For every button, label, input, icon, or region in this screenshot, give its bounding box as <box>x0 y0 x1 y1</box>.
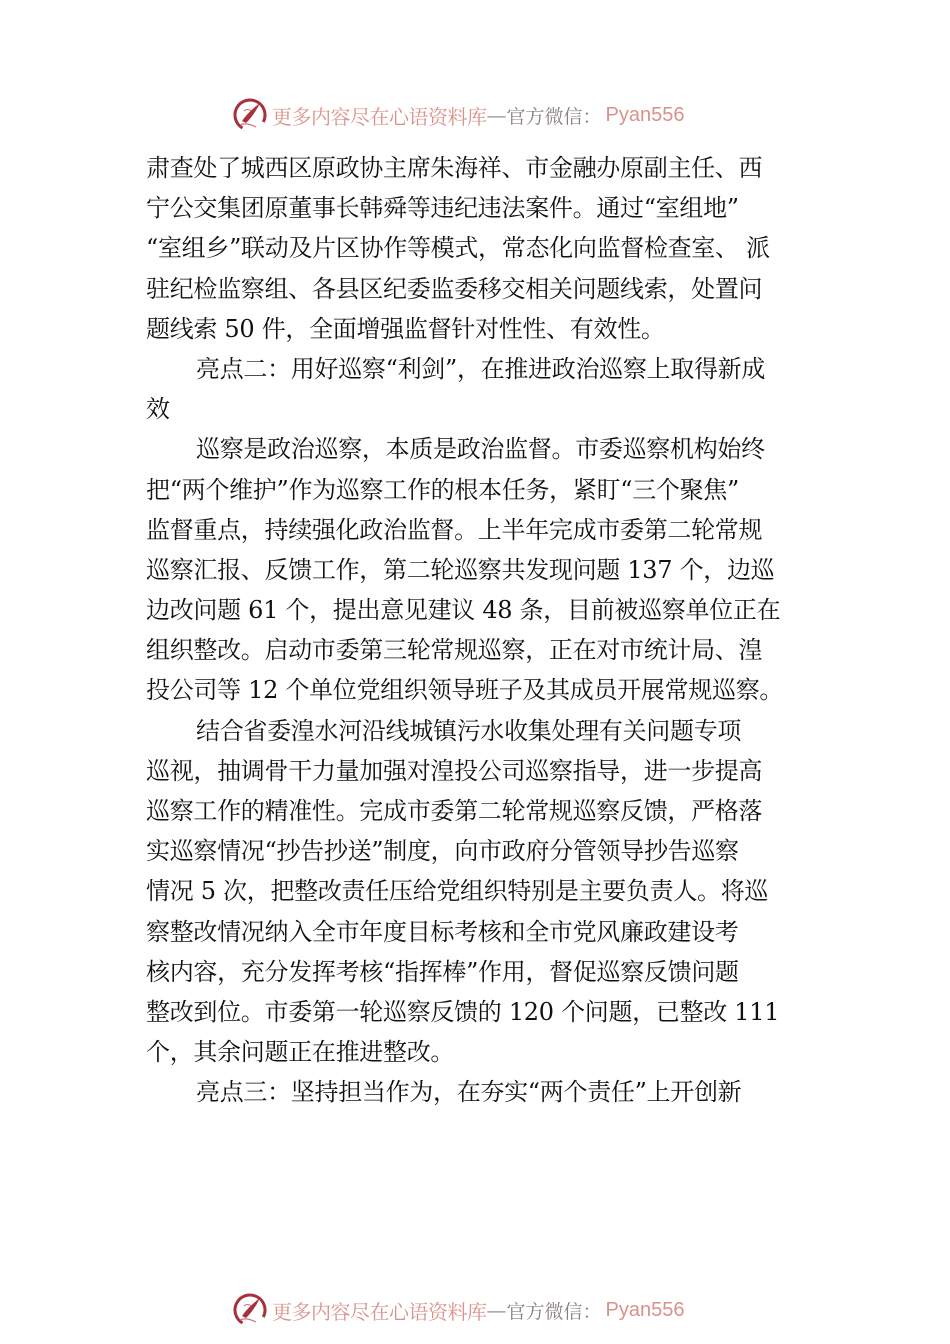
text-line: 核内容，充分发挥考核“指挥棒”作用，督促巡察反馈问题 <box>146 957 739 986</box>
footer-watermark-banner <box>232 1290 732 1330</box>
watermark-site-text: 更多内容尽在心语资料库 <box>272 1299 487 1324</box>
text-line: 实巡察情况“抄告抄送”制度，向市政府分管领导抄告巡察 <box>146 837 739 866</box>
text-line: 巡视，抽调骨干力量加强对湟投公司巡察指导，进一步提高 <box>146 756 763 785</box>
text-line: 题线索 50 件，全面增强监督针对性性、有效性。 <box>146 314 665 343</box>
text-line: 巡察汇报、反馈工作，第二轮巡察共发现问题 137 个，边巡 <box>146 555 775 584</box>
text-line: 亮点二：用好巡察“利剑”，在推进政治巡察上取得新成 <box>196 354 766 383</box>
text-line: 把“两个维护”作为巡察工作的根本任务，紧盯“三个聚焦” <box>146 475 739 504</box>
watermark-wechat-id: Pyan556 <box>605 103 685 126</box>
quill-pen-logo-icon <box>232 97 268 133</box>
text-line: 巡察工作的精准性。完成市委第二轮常规巡察反馈，严格落 <box>146 797 763 825</box>
text-line: 肃查处了城西区原政协主席朱海祥、市金融办原副主任、西 <box>146 154 763 182</box>
text-line: 情况 5 次，把整改责任压给党组织特别是主要负责人。将巡 <box>146 877 769 906</box>
watermark-wechat-label: 官方微信： <box>506 105 602 128</box>
text-line: 效 <box>146 395 170 424</box>
watermark-dash: — <box>486 103 507 127</box>
text-line: 巡察是政治巡察，本质是政治监督。市委巡察机构始终 <box>196 435 765 464</box>
document-body <box>146 148 822 1113</box>
watermark-wechat-label: 官方微信： <box>506 1300 602 1323</box>
text-line: 结合省委湟水河沿线城镇污水收集处理有关问题专项 <box>196 716 742 745</box>
watermark-wechat-id: Pyan556 <box>605 1298 685 1321</box>
header-watermark-banner <box>232 95 732 135</box>
text-line: 宁公交集团原董事长韩舜等违纪违法案件。通过“室组地” <box>146 194 739 223</box>
text-line: 整改到位。市委第一轮巡察反馈的 120 个问题，已整改 111 <box>146 997 780 1026</box>
quill-pen-logo-icon <box>232 1292 268 1328</box>
text-line: 组织整改。启动市委第三轮常规巡察，正在对市统计局、湟 <box>146 636 763 665</box>
watermark-site-text: 更多内容尽在心语资料库 <box>272 104 487 129</box>
text-line: 边改问题 61 个，提出意见建议 48 条，目前被巡察单位正在 <box>146 596 781 625</box>
text-line: “室组乡”联动及片区协作等模式，常态化向监督检查室、 派 <box>146 234 770 263</box>
text-line: 个，其余问题正在推进整改。 <box>146 1038 455 1067</box>
text-line: 亮点三：坚持担当作为，在夯实“两个责任”上开创新 <box>196 1078 742 1107</box>
text-line: 驻纪检监察组、各县区纪委监委移交相关问题线索，处置问 <box>146 274 763 303</box>
text-line: 投公司等 12 个单位党组织领导班子及其成员开展常规巡察。 <box>146 676 784 705</box>
text-line: 监督重点，持续强化政治监督。上半年完成市委第二轮常规 <box>146 515 763 544</box>
watermark-dash: — <box>486 1298 507 1322</box>
text-line: 察整改情况纳入全市年度目标考核和全市党风廉政建设考 <box>146 917 739 946</box>
